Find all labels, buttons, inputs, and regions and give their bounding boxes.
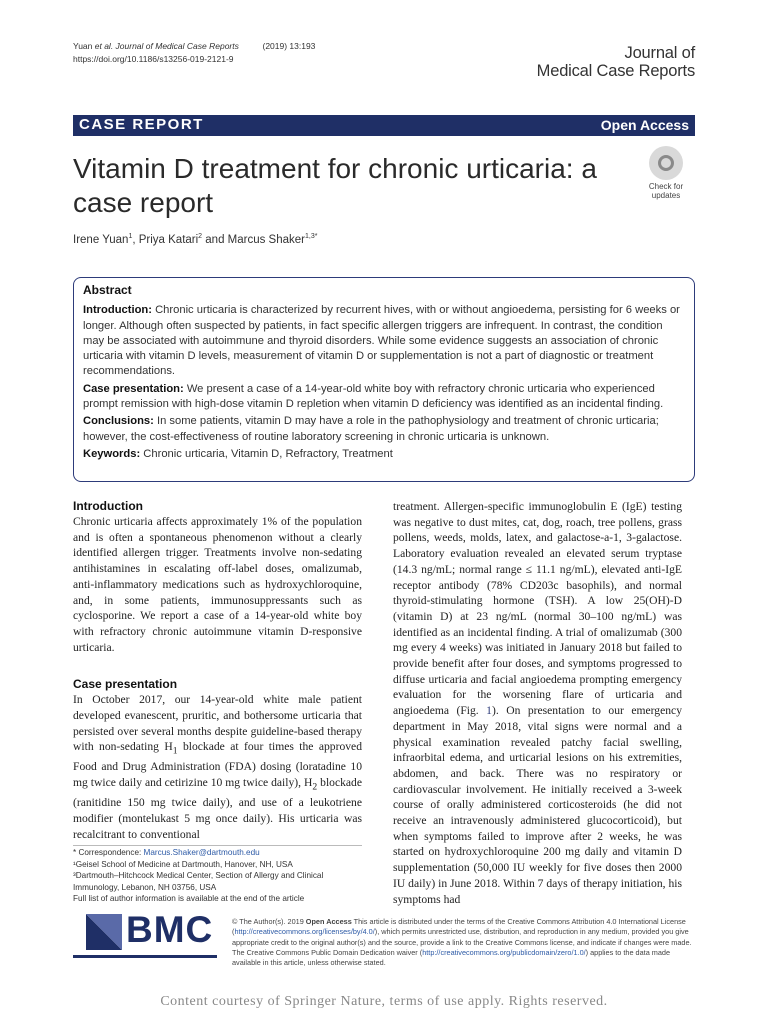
running-header [73, 40, 315, 66]
cc-zero-waiver-link[interactable]: http://creativecommons.org/publicdomain/zero/1.0/ [422, 947, 586, 957]
bmc-logo-icon [86, 914, 122, 950]
open-access-label: Open Access [600, 117, 689, 133]
author-affiliation: 1,3* [305, 233, 318, 240]
courtesy-footer: Content courtesy of Springer Nature, terms of use apply. Rights reserved. [160, 994, 608, 1009]
doi-link[interactable]: https://doi.org/10.1186/s13256-019-2121-9 [73, 54, 234, 64]
body-column-left [73, 499, 362, 842]
affiliation-1: ¹Geisel School of Medicine at Dartmouth, Hanover, NH, USA [73, 859, 293, 869]
license-open-access: Open Access [305, 917, 352, 926]
check-for-updates-button[interactable] [641, 146, 691, 200]
abstract-introduction [83, 303, 685, 379]
abstract-case-text: We present a case of a 14-year-old white boy with refractory chronic urticaria who experienced prompt remission with high-dose vitamin D repletion when vitamin D deficiency was identified as an incidental finding. [83, 382, 664, 411]
affiliation-3: ³Dartmouth–Hitchcock Medical Center, Section of Allergy and Clinical Immunology, Lebanon, NH 03756, USA [73, 871, 324, 892]
article-title: Vitamin D treatment for chronic urticaria: a case report [73, 153, 597, 218]
license-copyright: © The Author(s). 2019 [232, 917, 306, 926]
license-text: ), which permits unrestricted use, distribution, and reproduction in any medium, provided you give appropriate credit to the original author(s) and the source, provide a link to the Creative Commons license, and indicate if changes were made. The Creative Commons Public Domain Dedication waiver ( [232, 927, 692, 957]
cc-by-license-link[interactable]: http://creativecommons.org/licenses/by/4.0/ [234, 927, 375, 937]
author-affiliation: 1 [128, 233, 133, 240]
case-text-part: In October 2017, our 14-year-old white male patient developed evanescent, pruritic, and bothersome urticaria that persisted over several months despite guideline-based therapy with non-sedating H [73, 693, 362, 754]
abstract-conclusions [83, 414, 685, 445]
case-text-part: treatment. Allergen-specific immunoglobulin E (IgE) testing was negative to dust mites, cat, dog, roach, tree pollens, grass pollens, weeds, molds, latex, and galactose-a-1, 3-galactose. Laboratory evaluation revealed an elevated serum tryptase (14.3 ng/mL; normal range ≤ 11.1 ng/mL), elevated anti-IgE receptor antibody (78% CD203c basophils), and normal thyroid-stimulating hormone (TSH). A low 25(OH)-D (vitamin D) at 23 ng/mL (normal 30–100 ng/mL) was identified as an incidental finding. A trial of omalizumab (300 mg every 4 weeks) was initiated in January 2018 but failed to provide benefit after four doses, and symptoms progressed to diffuse urticaria and facial angioedema prompting emergency evaluation for the worsening flare of urticaria and angioedema (Fig. [393, 500, 682, 718]
abstract-conclusions-text: In some patients, vitamin D may have a role in the pathophysiology and treatment of chronic urticaria; however, the cost-effectiveness of routine laboratory screening in chronic urticaria is unknown. [83, 415, 659, 443]
author-separator: and [202, 233, 228, 246]
journal-name-line2: Medical Case Reports [536, 62, 695, 80]
check-updates-icon [649, 146, 683, 180]
introduction-paragraph: Chronic urticaria affects approximately 1% of the population and is often a spontaneous phenomenon without a clearly identified allergen trigger. Treatments involve non-sedating antihistamines in escalating off-label doses, omalizumab, anti-inflammatory medications such as hydroxychloroquine, and, in some patients, immunosuppressants such as cyclosporine. We report a case of a 14-year-old white boy with refractory chronic autoimmune vitamin D-responsive urticaria. [73, 515, 362, 654]
case-presentation-paragraph [73, 692, 362, 842]
abstract-heading: Abstract [83, 283, 132, 297]
license-text: ) applies to the data made available in this article, unless otherwise stated. [232, 947, 671, 968]
body-column-right [393, 499, 682, 907]
abstract-case-presentation [83, 382, 685, 413]
license-notice [232, 917, 694, 968]
abstract-conclusions-label: Conclusions: [83, 415, 154, 428]
article-type-label: CASE REPORT [79, 116, 204, 133]
abstract-keywords-text: Chronic urticaria, Vitamin D, Refractory, Treatment [140, 447, 393, 460]
header-etal: et al. [94, 41, 114, 51]
author-affiliation: 2 [198, 233, 203, 240]
author-list [73, 233, 317, 246]
header-year-volume: (2019) 13:193 [262, 41, 316, 51]
abstract-introduction-text: Chronic urticaria is characterized by recurrent hives, with or without angioedema, persisting for 6 weeks or longer. Although often suspected by patients, in fact specific allergen triggers are infrequent. In contrast, the condition may be associated with autoimmune and thyroid disorders. While some evidence suggests an association of chronic urticaria with vitamin D levels, measurement of vitamin D or supplementation is not a part of diagnostic or treatment recommendations. [83, 304, 680, 378]
abstract-box [73, 277, 695, 482]
footnote-divider [73, 845, 362, 846]
abstract-case-label: Case presentation: [83, 382, 184, 395]
header-authors: Yuan [73, 41, 95, 51]
case-text-part: blockade (ranitidine 150 mg twice daily), and use of a leukotriene modifier (montelukast 5 mg once daily). His urticaria was recalcitrant to conventional [73, 776, 363, 841]
check-updates-line2: updates [651, 191, 681, 200]
abstract-keywords [83, 447, 685, 462]
abstract-keywords-label: Keywords: [83, 447, 141, 460]
case-text-part: blockade at four times the approved Food and Drug Administration (FDA) dosing (loratadine 10 mg twice daily and cetirizine 10 mg twice daily), H [73, 740, 363, 790]
case-text-part: ). On presentation to our emergency department in May 2018, vital signs were normal and a physical examination revealed patchy facial swelling, infraorbital edema, and urticarial lesions on his extremities, abdomen, and back. There was no respiratory or cardiovascular involvement. He initially received a 3-week course of orally administered corticosteroids (he did not receive an intravenously administered glucocorticoid), but when symptoms failed to improve after 2 weeks, he was started on hydroxychloroquine 200 mg daily and vitamin D supplementation (50,000 IU weekly for five doses then 2000 IU daily) in June 2018. Within 7 days of therapy initiation, his symptoms had [393, 704, 682, 906]
author-info-note: Full list of author information is available at the end of the article [73, 894, 305, 904]
bmc-logo [86, 909, 214, 950]
abstract-introduction-label: Introduction: [83, 304, 152, 317]
article-type-banner [73, 115, 695, 136]
introduction-heading: Introduction [73, 499, 143, 513]
footnotes [73, 847, 362, 905]
subscript: 1 [172, 745, 178, 757]
author-name[interactable]: Priya Katari [138, 233, 199, 246]
bmc-underline [73, 955, 217, 958]
header-journal: Journal of Medical Case Reports [113, 41, 239, 51]
correspondence-label: * Correspondence: [73, 848, 144, 857]
figure-1-link[interactable]: 1 [486, 704, 492, 718]
author-name[interactable]: Marcus Shaker [227, 233, 305, 246]
journal-name-line1: Journal of [624, 44, 695, 62]
subscript: 2 [312, 781, 318, 793]
author-separator: , [132, 233, 139, 246]
check-updates-line1: Check for [648, 182, 684, 191]
bmc-logo-text: BMC [126, 909, 214, 950]
correspondence-email-link[interactable]: Marcus.Shaker@dartmouth.edu [143, 848, 260, 857]
license-text: This article is distributed under the terms of the Creative Commons Attribution 4.0 International License ( [232, 917, 686, 937]
author-name[interactable]: Irene Yuan [73, 233, 129, 246]
case-presentation-heading: Case presentation [73, 677, 178, 692]
case-presentation-continued [393, 499, 682, 907]
journal-logo [537, 44, 695, 80]
